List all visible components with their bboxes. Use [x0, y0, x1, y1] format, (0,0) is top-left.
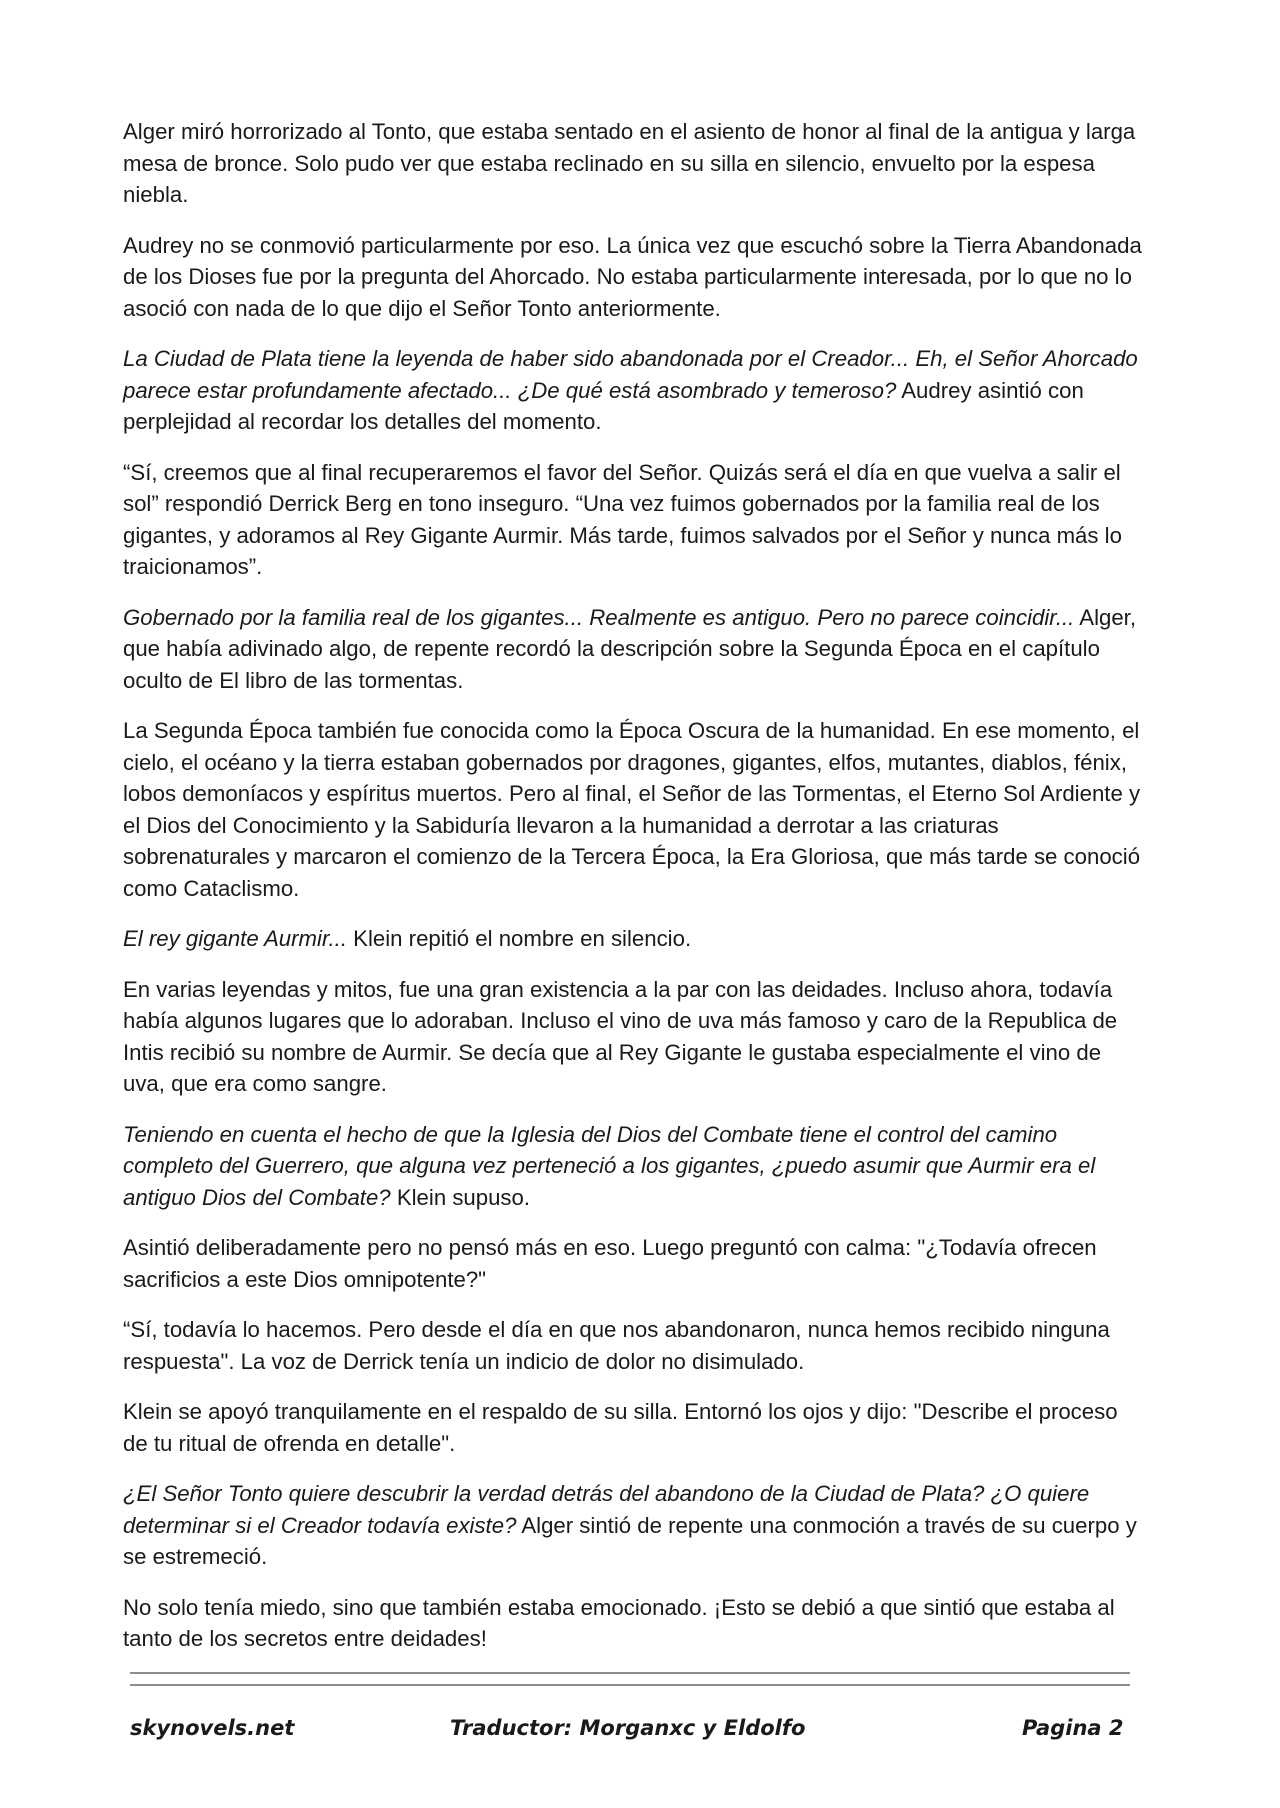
text-run: Klein supuso.: [390, 1184, 531, 1210]
text-run: Alger miró horrorizado al Tonto, que estaba sentado en el asiento de honor al final de la antigua y larga mesa de bronce. Solo pudo ver que estaba reclinado en su silla en silencio, envuelto por la espesa niebla.: [123, 119, 1136, 207]
paragraph: [123, 1478, 1143, 1573]
footer-page-number: Pagina 2: [1022, 1716, 1124, 1740]
italic-text-run: Gobernado por la familia real de los gigantes... Realmente es antiguo. Pero no parece coincidir...: [123, 604, 1075, 630]
text-run: Klein repitió el nombre en silencio.: [347, 926, 692, 951]
text-run: La Segunda Época también fue conocida como la Época Oscura de la humanidad. En ese momento, el cielo, el océano y la tierra estaban gobernados por dragones, gigantes, elfos, mutantes, diablos, fénix, lobos demoníacos y espíritus muertos. Pero al final, el Señor de las Tormentas, el Eterno Sol Ardiente y el Dios del Conocimiento y la Sabiduría llevaron a la humanidad a derrotar a las criaturas sobrenaturales y marcaron el comienzo de la Tercera Época, la Era Gloriosa, que más tarde se conoció como Cataclismo.: [123, 718, 1141, 901]
paragraph: [123, 974, 1143, 1100]
text-run: Asintió deliberadamente pero no pensó más en eso. Luego preguntó con calma: "¿Todavía ofrecen sacrificios a este Dios omnipotente?": [123, 1235, 1097, 1292]
text-run: Audrey no se conmovió particularmente por eso. La única vez que escuchó sobre la Tierra Abandonada de los Dioses fue por la pregunta del Ahorcado. No estaba particularmente interesada, por lo que no lo asoció con nada de lo que dijo el Señor Tonto anteriormente.: [123, 232, 1142, 321]
paragraph: [123, 1232, 1143, 1295]
paragraph: [123, 715, 1143, 904]
paragraph: [123, 1314, 1143, 1377]
text-run: Alger, que había adivinado algo, de repente recordó la descripción sobre la Segunda Época en el capítulo oculto de El libro de las tormentas.: [123, 604, 1137, 693]
text-run: En varias leyendas y mitos, fue una gran existencia a la par con las deidades. Incluso ahora, todavía había algunos lugares que lo adoraban. Incluso el vino de uva más famoso y caro de la Republica de Intis recibió su nombre de Aurmir. Se decía que al Rey Gigante le gustaba especialmente el vino de uva, que era como sangre.: [123, 976, 1118, 1096]
paragraph: [123, 1119, 1143, 1214]
paragraph: [123, 116, 1143, 211]
italic-text-run: El rey gigante Aurmir...: [123, 926, 348, 951]
paragraph: [123, 923, 1143, 955]
footer-translator: Traductor: Morganxc y Eldolfo: [450, 1716, 806, 1740]
footer-divider-top: [130, 1672, 1130, 1674]
text-run: “Sí, todavía lo hacemos. Pero desde el día en que nos abandonaron, nunca hemos recibido ninguna respuesta". La voz de Derrick tenía un indicio de dolor no disimulado.: [123, 1317, 1110, 1374]
text-run: “Sí, creemos que al final recuperaremos el favor del Señor. Quizás será el día en que vuelva a salir el sol” respondió Derrick Berg en tono inseguro. “Una vez fuimos gobernados por la familia real de los gigantes, y adoramos al Rey Gigante Aurmir. Más tarde, fuimos salvados por el Señor y nunca más lo traicionamos”.: [123, 459, 1122, 579]
italic-text-run: Teniendo en cuenta el hecho de que la Iglesia del Dios del Combate tiene el control del camino completo del Guerrero, que alguna vez perteneció a los gigantes, ¿puedo asumir que Aurmir era el antiguo Dios del Combate?: [123, 1121, 1096, 1210]
text-run: No solo tenía miedo, sino que también estaba emocionado. ¡Esto se debió a que sintió que estaba al tanto de los secretos entre deidades!: [123, 1594, 1115, 1651]
italic-text-run: La Ciudad de Plata tiene la leyenda de haber sido abandonada por el Creador... Eh, el Señor Ahorcado parece estar profundamente afectado... ¿De qué está asombrado y temeroso?: [123, 346, 1138, 403]
footer-site: skynovels.net: [130, 1716, 295, 1740]
paragraph: [123, 1592, 1143, 1655]
text-run: Audrey asintió con perplejidad al recordar los detalles del momento.: [123, 377, 1084, 434]
footer-divider-bottom: [130, 1684, 1130, 1686]
italic-text-run: ¿El Señor Tonto quiere descubrir la verdad detrás del abandono de la Ciudad de Plata? ¿O quiere determinar si el Creador todavía existe?: [123, 1481, 1090, 1538]
paragraph: [123, 602, 1143, 697]
body-text: [123, 116, 1143, 1674]
text-run: Alger sintió de repente una conmoción a través de su cuerpo y se estremeció.: [123, 1512, 1137, 1569]
paragraph: [123, 1396, 1143, 1459]
paragraph: [123, 457, 1143, 583]
text-run: Klein se apoyó tranquilamente en el respaldo de su silla. Entornó los ojos y dijo: "Describe el proceso de tu ritual de ofrenda en detalle".: [123, 1399, 1118, 1456]
paragraph: [123, 343, 1143, 438]
paragraph: [123, 230, 1143, 325]
